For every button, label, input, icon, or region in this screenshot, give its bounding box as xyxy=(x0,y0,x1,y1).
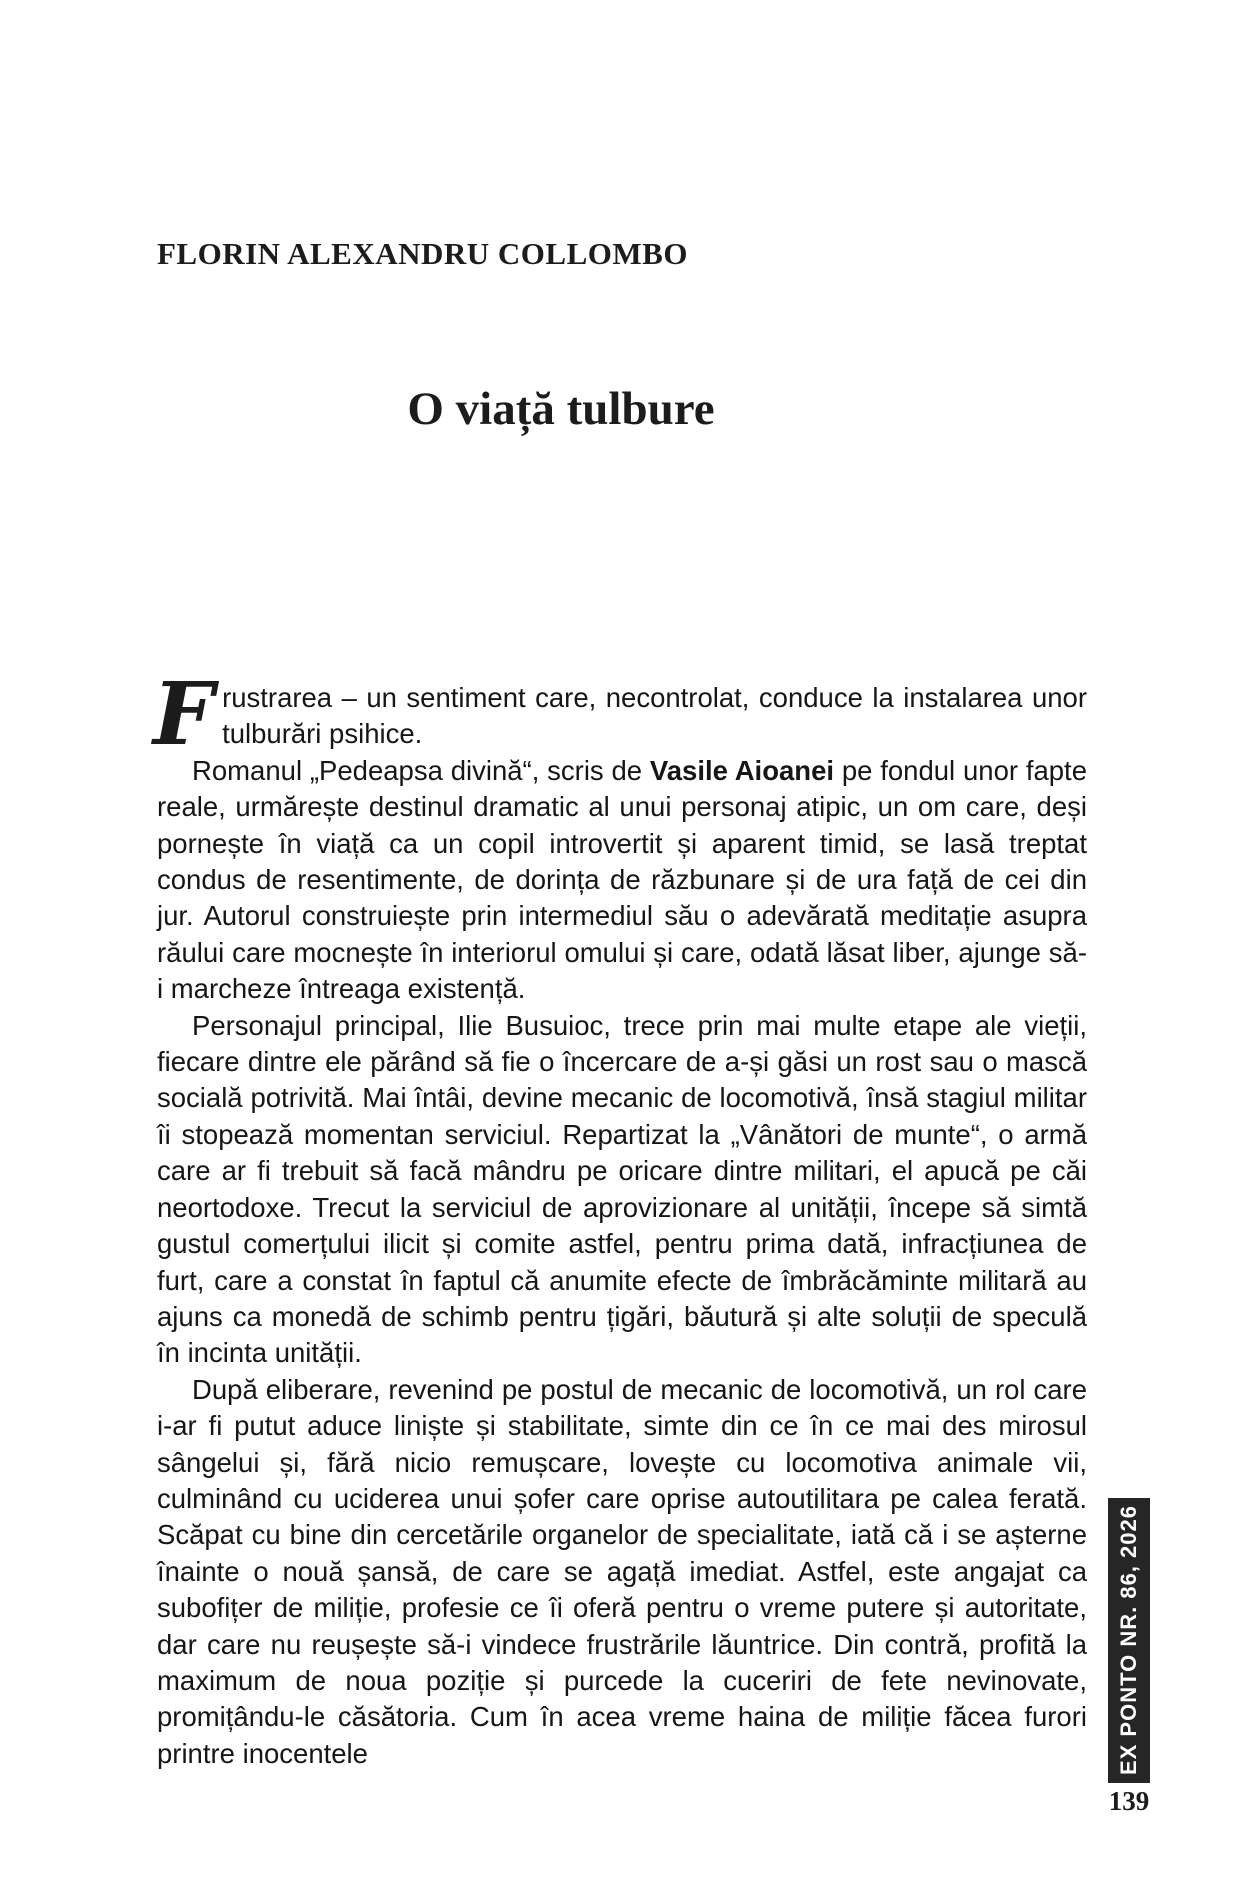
article-body xyxy=(153,664,1087,1772)
journal-banner-text: EX PONTO NR. 86, 2026 xyxy=(1116,1505,1141,1776)
paragraph-1 xyxy=(153,664,1087,765)
paragraph-1-text: rustrarea – un sentiment care, necontrolat, conduce la instalarea unor tulburări psihice. xyxy=(222,682,1087,750)
novel-author-highlight: Vasile Aioanei xyxy=(649,754,835,786)
article-title: O viață tulbure xyxy=(407,383,715,435)
paragraph-4: După eliberare, revenind pe postul de mecanic de locomotivă, un rol care i-ar fi putut aduce liniște și stabilitate, simte din ce în ce mai des mirosul sângelui și, fără nicio remușcare, lovește cu locomotiva animale vii, culminând cu uciderea unui șofer care oprise autoutilitara pe calea ferată. Scăpat cu bine din cercetările organelor de specialitate, iată că i se așterne înainte o nouă șansă, de care se agață imediat. Astfel, este angajat ca subofițer de miliție, profesie ce îi oferă pentru o vreme putere și autoritate, dar care nu reușește să-i vindece frustrările lăuntrice. Din contră, profită la maximum de noua poziție și purcede la cuceriri de fete nevinovate, promițându-le căsătoria. Cum în acea vreme haina de miliție făcea furori printre inocentele xyxy=(157,1373,1087,1769)
paragraph-2-text-before: Romanul „Pedeapsa divină“, scris de xyxy=(192,754,650,786)
author-name: FLORIN ALEXANDRU COLLOMBO xyxy=(157,236,688,271)
drop-cap-letter: F xyxy=(153,664,215,765)
paragraph-2 xyxy=(157,753,1087,1008)
paragraph-2-text-after: pe fondul unor fapte reale, urmărește destinul dramatic al unui personaj atipic, un om care, deși pornește în viață ca un copil introvertit și aparent timid, se lasă treptat condus de resentimente, de dorința de răzbunare și de ura față de cei din jur. Autorul construiește prin intermediul său o adevărată meditație asupra răului care mocnește în interiorul omului și care, odată lăsat liber, ajunge să-i marcheze întreaga existență. xyxy=(157,754,1087,1005)
journal-banner xyxy=(1108,1498,1150,1783)
paragraph-3: Personajul principal, Ilie Busuioc, trece prin mai multe etape ale vieții, fiecare dintre ele părând să fie o încercare de a-și găsi un rost sau o mască socială potrivită. Mai întâi, devine mecanic de locomotivă, însă stagiul militar îi stopează momentan serviciul. Repartizat la „Vânători de munte“, o armă care ar fi trebuit să facă mândru pe oricare dintre militari, el apucă pe căi neortodoxe. Trecut la serviciul de aprovizionare al unității, începe să simtă gustul comerțului ilicit și comite astfel, pentru prima dată, infracțiunea de furt, care a constat în faptul că anumite efecte de îmbrăcăminte militară au ajuns ca monedă de schimb pentru țigări, băutură și alte soluții de speculă în incinta unității. xyxy=(157,1009,1087,1369)
page-number: 139 xyxy=(1108,1786,1150,1816)
